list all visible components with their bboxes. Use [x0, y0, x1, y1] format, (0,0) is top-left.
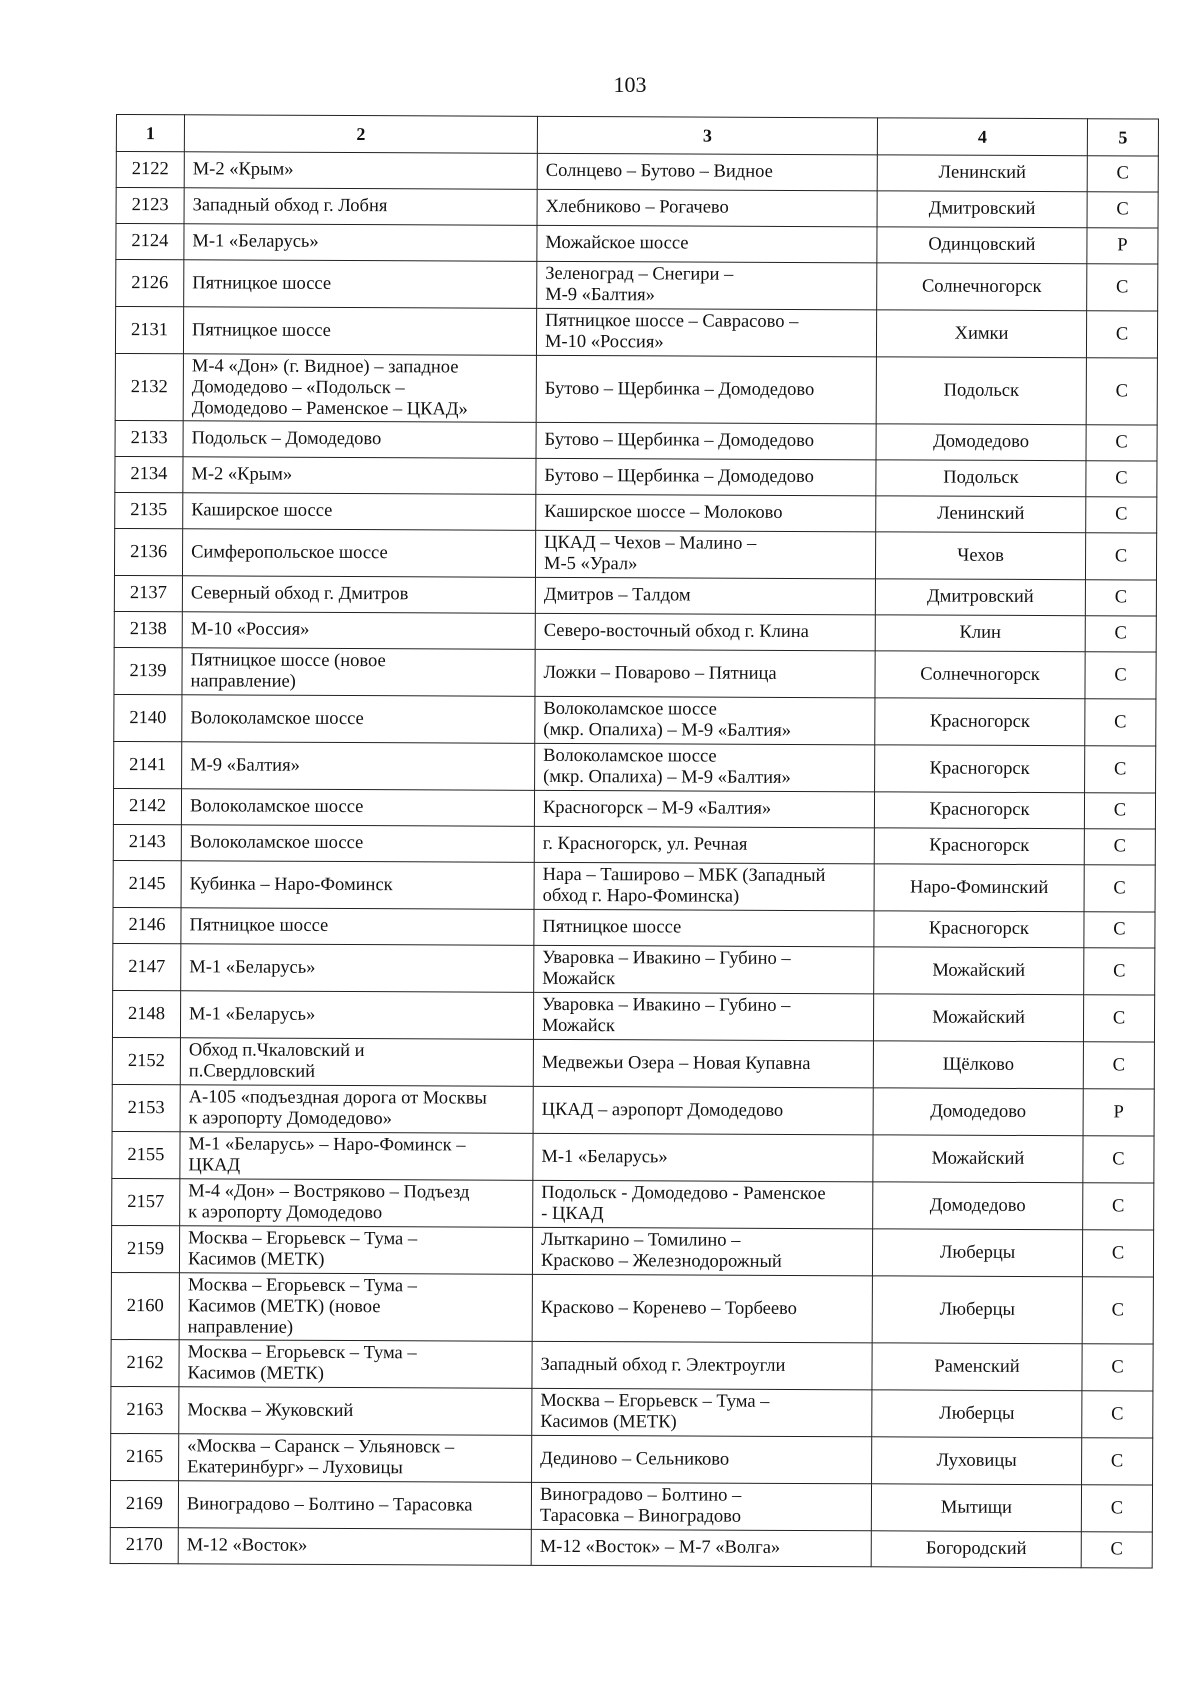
column-header-5: 5 — [1087, 119, 1158, 156]
district-name: Домодедово — [873, 1088, 1083, 1136]
roads-table — [110, 114, 1159, 1569]
row-number: 2122 — [116, 152, 184, 188]
road-type: С — [1082, 1344, 1153, 1391]
road-name: Пятницкое шоссе (новое направление) — [182, 648, 535, 697]
page-number: 103 — [613, 72, 647, 97]
road-type: С — [1084, 948, 1155, 995]
column-header-4: 4 — [877, 118, 1087, 156]
table-row — [111, 1386, 1153, 1438]
road-type: С — [1086, 425, 1157, 461]
district-name: Подольск — [876, 460, 1086, 497]
road-section: Бутово – Щербинка – Домодедово — [536, 355, 876, 423]
road-name: Западный обход г. Лобня — [184, 188, 537, 226]
road-type: С — [1082, 1391, 1153, 1438]
road-name: Волоколамское шоссе — [181, 789, 534, 827]
table-row — [113, 788, 1155, 829]
district-name: Дмитровский — [875, 579, 1085, 616]
district-name: Солнечногорск — [877, 263, 1087, 311]
road-type: С — [1081, 1485, 1152, 1532]
row-number: 2160 — [111, 1272, 179, 1339]
district-name: Красногорск — [875, 698, 1085, 746]
table-row — [114, 694, 1156, 746]
table-row — [114, 741, 1156, 793]
table-header-row — [116, 115, 1158, 157]
row-number: 2157 — [112, 1178, 180, 1225]
road-type: С — [1082, 1230, 1153, 1277]
road-section: Волоколамское шоссе (мкр. Опалиха) – М-9 «Балтия» — [535, 743, 875, 791]
road-type: С — [1084, 865, 1155, 912]
district-name: Можайский — [873, 994, 1083, 1042]
road-section: Ложки – Поварово – Пятница — [535, 649, 875, 697]
district-name: Домодедово — [876, 424, 1086, 461]
road-name: А-105 «подъездная дорога от Москвы к аэропорту Домодедово» — [180, 1085, 533, 1134]
road-name: М-2 «Крым» — [184, 152, 537, 190]
row-number: 2148 — [112, 990, 180, 1037]
table-row — [115, 420, 1157, 461]
road-name: Пятницкое шоссе — [181, 908, 534, 946]
table-row — [111, 1339, 1153, 1391]
road-type: С — [1084, 793, 1155, 829]
road-name: Волоколамское шоссе — [181, 825, 534, 863]
table-row — [112, 990, 1154, 1042]
road-name: М-2 «Крым» — [183, 457, 536, 495]
row-number: 2165 — [111, 1433, 179, 1480]
road-section: Пятницкое шоссе — [534, 909, 874, 946]
road-section: Медвежьи Озера – Новая Купавна — [533, 1039, 873, 1087]
row-number: 2146 — [113, 907, 181, 943]
road-name: М-12 «Восток» — [178, 1528, 531, 1566]
row-number: 2133 — [115, 420, 183, 456]
district-name: Красногорск — [874, 792, 1084, 829]
district-name: Луховицы — [872, 1437, 1082, 1485]
road-type: С — [1085, 652, 1156, 699]
row-number: 2135 — [115, 492, 183, 528]
road-type: С — [1083, 1136, 1154, 1183]
district-name: Красногорск — [874, 911, 1084, 948]
road-section: Северо-восточный обход г. Клина — [535, 613, 875, 650]
table-row — [110, 1527, 1152, 1568]
row-number: 2123 — [116, 188, 184, 224]
road-section: Подольск - Домодедово - Раменское - ЦКАД — [533, 1180, 873, 1228]
road-type: С — [1085, 616, 1156, 652]
road-section: М-1 «Беларусь» — [533, 1133, 873, 1181]
road-type: С — [1085, 699, 1156, 746]
district-name: Подольск — [876, 357, 1086, 425]
row-number: 2169 — [110, 1480, 178, 1527]
row-number: 2152 — [112, 1037, 180, 1084]
road-section: Можайское шоссе — [537, 225, 877, 262]
table-row — [115, 353, 1157, 425]
table-row — [112, 1084, 1154, 1136]
road-type: Р — [1087, 228, 1158, 264]
road-type: С — [1085, 580, 1156, 616]
district-name: Клин — [875, 615, 1085, 652]
district-name: Красногорск — [874, 828, 1084, 865]
road-type: С — [1081, 1532, 1152, 1568]
road-name: М-10 «Россия» — [182, 612, 535, 650]
road-section: Волоколамское шоссе (мкр. Опалиха) – М-9 «Балтия» — [535, 696, 875, 744]
district-name: Ленинский — [876, 496, 1086, 533]
table-row — [115, 492, 1157, 533]
table-row — [113, 860, 1155, 912]
road-section: ЦКАД – Чехов – Малино – М-5 «Урал» — [535, 530, 875, 578]
road-type: С — [1085, 746, 1156, 793]
table-row — [116, 224, 1158, 265]
road-name: Северный обход г. Дмитров — [182, 576, 535, 614]
road-section: Бутово – Щербинка – Домодедово — [536, 458, 876, 495]
district-name: Дмитровский — [877, 191, 1087, 228]
road-section: М-12 «Восток» – М-7 «Волга» — [531, 1529, 871, 1566]
road-name: М-9 «Балтия» — [182, 742, 535, 791]
road-type: С — [1086, 497, 1157, 533]
district-name: Солнечногорск — [875, 651, 1085, 699]
district-name: Одинцовский — [877, 227, 1087, 264]
row-number: 2137 — [114, 575, 182, 611]
road-name: М-4 «Дон» (г. Видное) – западное Домодедово – «Подольск – Домодедово – Раменское – ЦКАД» — [183, 354, 536, 423]
district-name: Красногорск — [875, 745, 1085, 793]
table-row — [112, 1131, 1154, 1183]
road-type: С — [1085, 533, 1156, 580]
road-name: Виноградово – Болтино – Тарасовка — [178, 1481, 531, 1530]
road-section: г. Красногорск, ул. Речная — [534, 826, 874, 863]
table-row — [116, 260, 1158, 312]
road-type: С — [1084, 829, 1155, 865]
table-row — [114, 611, 1156, 652]
table-row — [113, 824, 1155, 865]
road-type: С — [1083, 1042, 1154, 1089]
district-name: Люберцы — [872, 1390, 1082, 1438]
row-number: 2163 — [111, 1386, 179, 1433]
table-row — [113, 943, 1155, 995]
row-number: 2140 — [114, 694, 182, 741]
table-row — [116, 188, 1158, 229]
road-name: Пятницкое шоссе — [183, 307, 536, 356]
road-section: Западный обход г. Электроугли — [532, 1341, 872, 1389]
row-number: 2126 — [116, 260, 184, 307]
district-name: Наро-Фоминский — [874, 864, 1084, 912]
road-type: С — [1083, 1183, 1154, 1230]
table-row — [114, 528, 1156, 580]
table-row — [110, 1480, 1152, 1532]
table-row — [115, 307, 1157, 359]
district-name: Домодедово — [873, 1182, 1083, 1230]
road-name: М-1 «Беларусь» — [184, 224, 537, 262]
road-type: С — [1086, 358, 1157, 425]
table-row — [113, 907, 1155, 948]
road-type: С — [1087, 156, 1158, 192]
road-name: Москва – Егорьевск – Тума – Касимов (МЕТК) — [179, 1226, 532, 1275]
district-name: Раменский — [872, 1343, 1082, 1391]
road-name: Пятницкое шоссе — [184, 260, 537, 309]
road-name: М-1 «Беларусь» — [180, 991, 533, 1040]
column-header-2: 2 — [184, 115, 537, 154]
row-number: 2159 — [111, 1225, 179, 1272]
road-name: М-1 «Беларусь» — [181, 944, 534, 993]
district-name: Богородский — [871, 1531, 1081, 1568]
table-row — [111, 1225, 1153, 1277]
row-number: 2170 — [110, 1527, 178, 1563]
district-name: Можайский — [873, 1135, 1083, 1183]
row-number: 2143 — [113, 824, 181, 860]
road-type: С — [1082, 1438, 1153, 1485]
road-name: Волоколамское шоссе — [182, 695, 535, 744]
district-name: Люберцы — [872, 1229, 1082, 1277]
table-row — [111, 1433, 1153, 1485]
road-name: Каширское шоссе — [183, 493, 536, 531]
road-type: Р — [1083, 1089, 1154, 1136]
row-number: 2145 — [113, 860, 181, 907]
road-section: Красково – Коренево – Торбеево — [532, 1274, 872, 1342]
row-number: 2131 — [115, 307, 183, 354]
road-section: Пятницкое шоссе – Саврасово – М-10 «Россия» — [536, 308, 876, 356]
table-row — [112, 1037, 1154, 1089]
road-type: С — [1086, 461, 1157, 497]
row-number: 2162 — [111, 1339, 179, 1386]
road-name: Симферопольское шоссе — [182, 529, 535, 578]
road-section: Москва – Егорьевск – Тума – Касимов (МЕТК) — [532, 1388, 872, 1436]
road-section: Лыткарино – Томилино – Красково – Железнодорожный — [532, 1227, 872, 1275]
row-number: 2155 — [112, 1131, 180, 1178]
row-number: 2142 — [113, 788, 181, 824]
road-section: Уваровка – Ивакино – Губино – Можайск — [533, 992, 873, 1040]
district-name: Люберцы — [872, 1276, 1082, 1344]
table-body — [110, 152, 1158, 1569]
row-number: 2141 — [114, 741, 182, 788]
table-row — [116, 152, 1158, 193]
road-name: «Москва – Саранск – Ульяновск – Екатеринбург» – Луховицы — [179, 1434, 532, 1483]
district-name: Можайский — [874, 947, 1084, 995]
row-number: 2138 — [114, 611, 182, 647]
row-number: 2134 — [115, 456, 183, 492]
table-row — [111, 1272, 1153, 1344]
road-type: С — [1083, 995, 1154, 1042]
table-row — [114, 575, 1156, 616]
road-section: ЦКАД – аэропорт Домодедово — [533, 1086, 873, 1134]
road-type: С — [1087, 264, 1158, 311]
road-section: Бутово – Щербинка – Домодедово — [536, 422, 876, 459]
table-row — [114, 647, 1156, 699]
road-name: Москва – Егорьевск – Тума – Касимов (МЕТК) (новое направление) — [179, 1273, 532, 1342]
road-type: С — [1086, 311, 1157, 358]
road-name: М-1 «Беларусь» – Наро-Фоминск – ЦКАД — [180, 1132, 533, 1181]
row-number: 2132 — [115, 353, 183, 420]
road-name: Москва – Жуковский — [179, 1387, 532, 1436]
district-name: Мытищи — [871, 1484, 1081, 1532]
road-name: Обход п.Чкаловский и п.Свердловский — [180, 1038, 533, 1087]
row-number: 2147 — [113, 943, 181, 990]
row-number: 2124 — [116, 224, 184, 260]
road-section: Нара – Таширово – МБК (Западный обход г. Наро-Фоминска) — [534, 862, 874, 910]
district-name: Ленинский — [877, 155, 1087, 192]
district-name: Чехов — [875, 532, 1085, 580]
table-row — [112, 1178, 1154, 1230]
road-name: Москва – Егорьевск – Тума – Касимов (МЕТК) — [179, 1340, 532, 1389]
road-name: М-4 «Дон» – Востряково – Подъезд к аэропорту Домодедово — [180, 1179, 533, 1228]
road-section: Виноградово – Болтино – Тарасовка – Виноградово — [531, 1482, 871, 1530]
row-number: 2136 — [114, 528, 182, 575]
table-row — [115, 456, 1157, 497]
road-section: Уваровка – Ивакино – Губино – Можайск — [534, 945, 874, 993]
road-section: Хлебниково – Рогачево — [537, 189, 877, 226]
district-name: Химки — [876, 310, 1086, 358]
road-type: С — [1082, 1277, 1153, 1344]
road-section: Зеленоград – Снегири – М-9 «Балтия» — [537, 261, 877, 309]
road-section: Солнцево – Бутово – Видное — [537, 153, 877, 190]
district-name: Щёлково — [873, 1041, 1083, 1089]
road-section: Красногорск – М-9 «Балтия» — [534, 790, 874, 827]
road-section: Каширское шоссе – Молоково — [536, 494, 876, 531]
road-type: С — [1087, 192, 1158, 228]
road-name: Кубинка – Наро-Фоминск — [181, 861, 534, 910]
road-section: Дединово – Сельниково — [532, 1435, 872, 1483]
road-name: Подольск – Домодедово — [183, 421, 536, 459]
row-number: 2139 — [114, 647, 182, 694]
road-section: Дмитров – Талдом — [535, 577, 875, 614]
row-number: 2153 — [112, 1084, 180, 1131]
road-type: С — [1084, 912, 1155, 948]
column-header-1: 1 — [116, 115, 184, 152]
column-header-3: 3 — [537, 116, 877, 154]
